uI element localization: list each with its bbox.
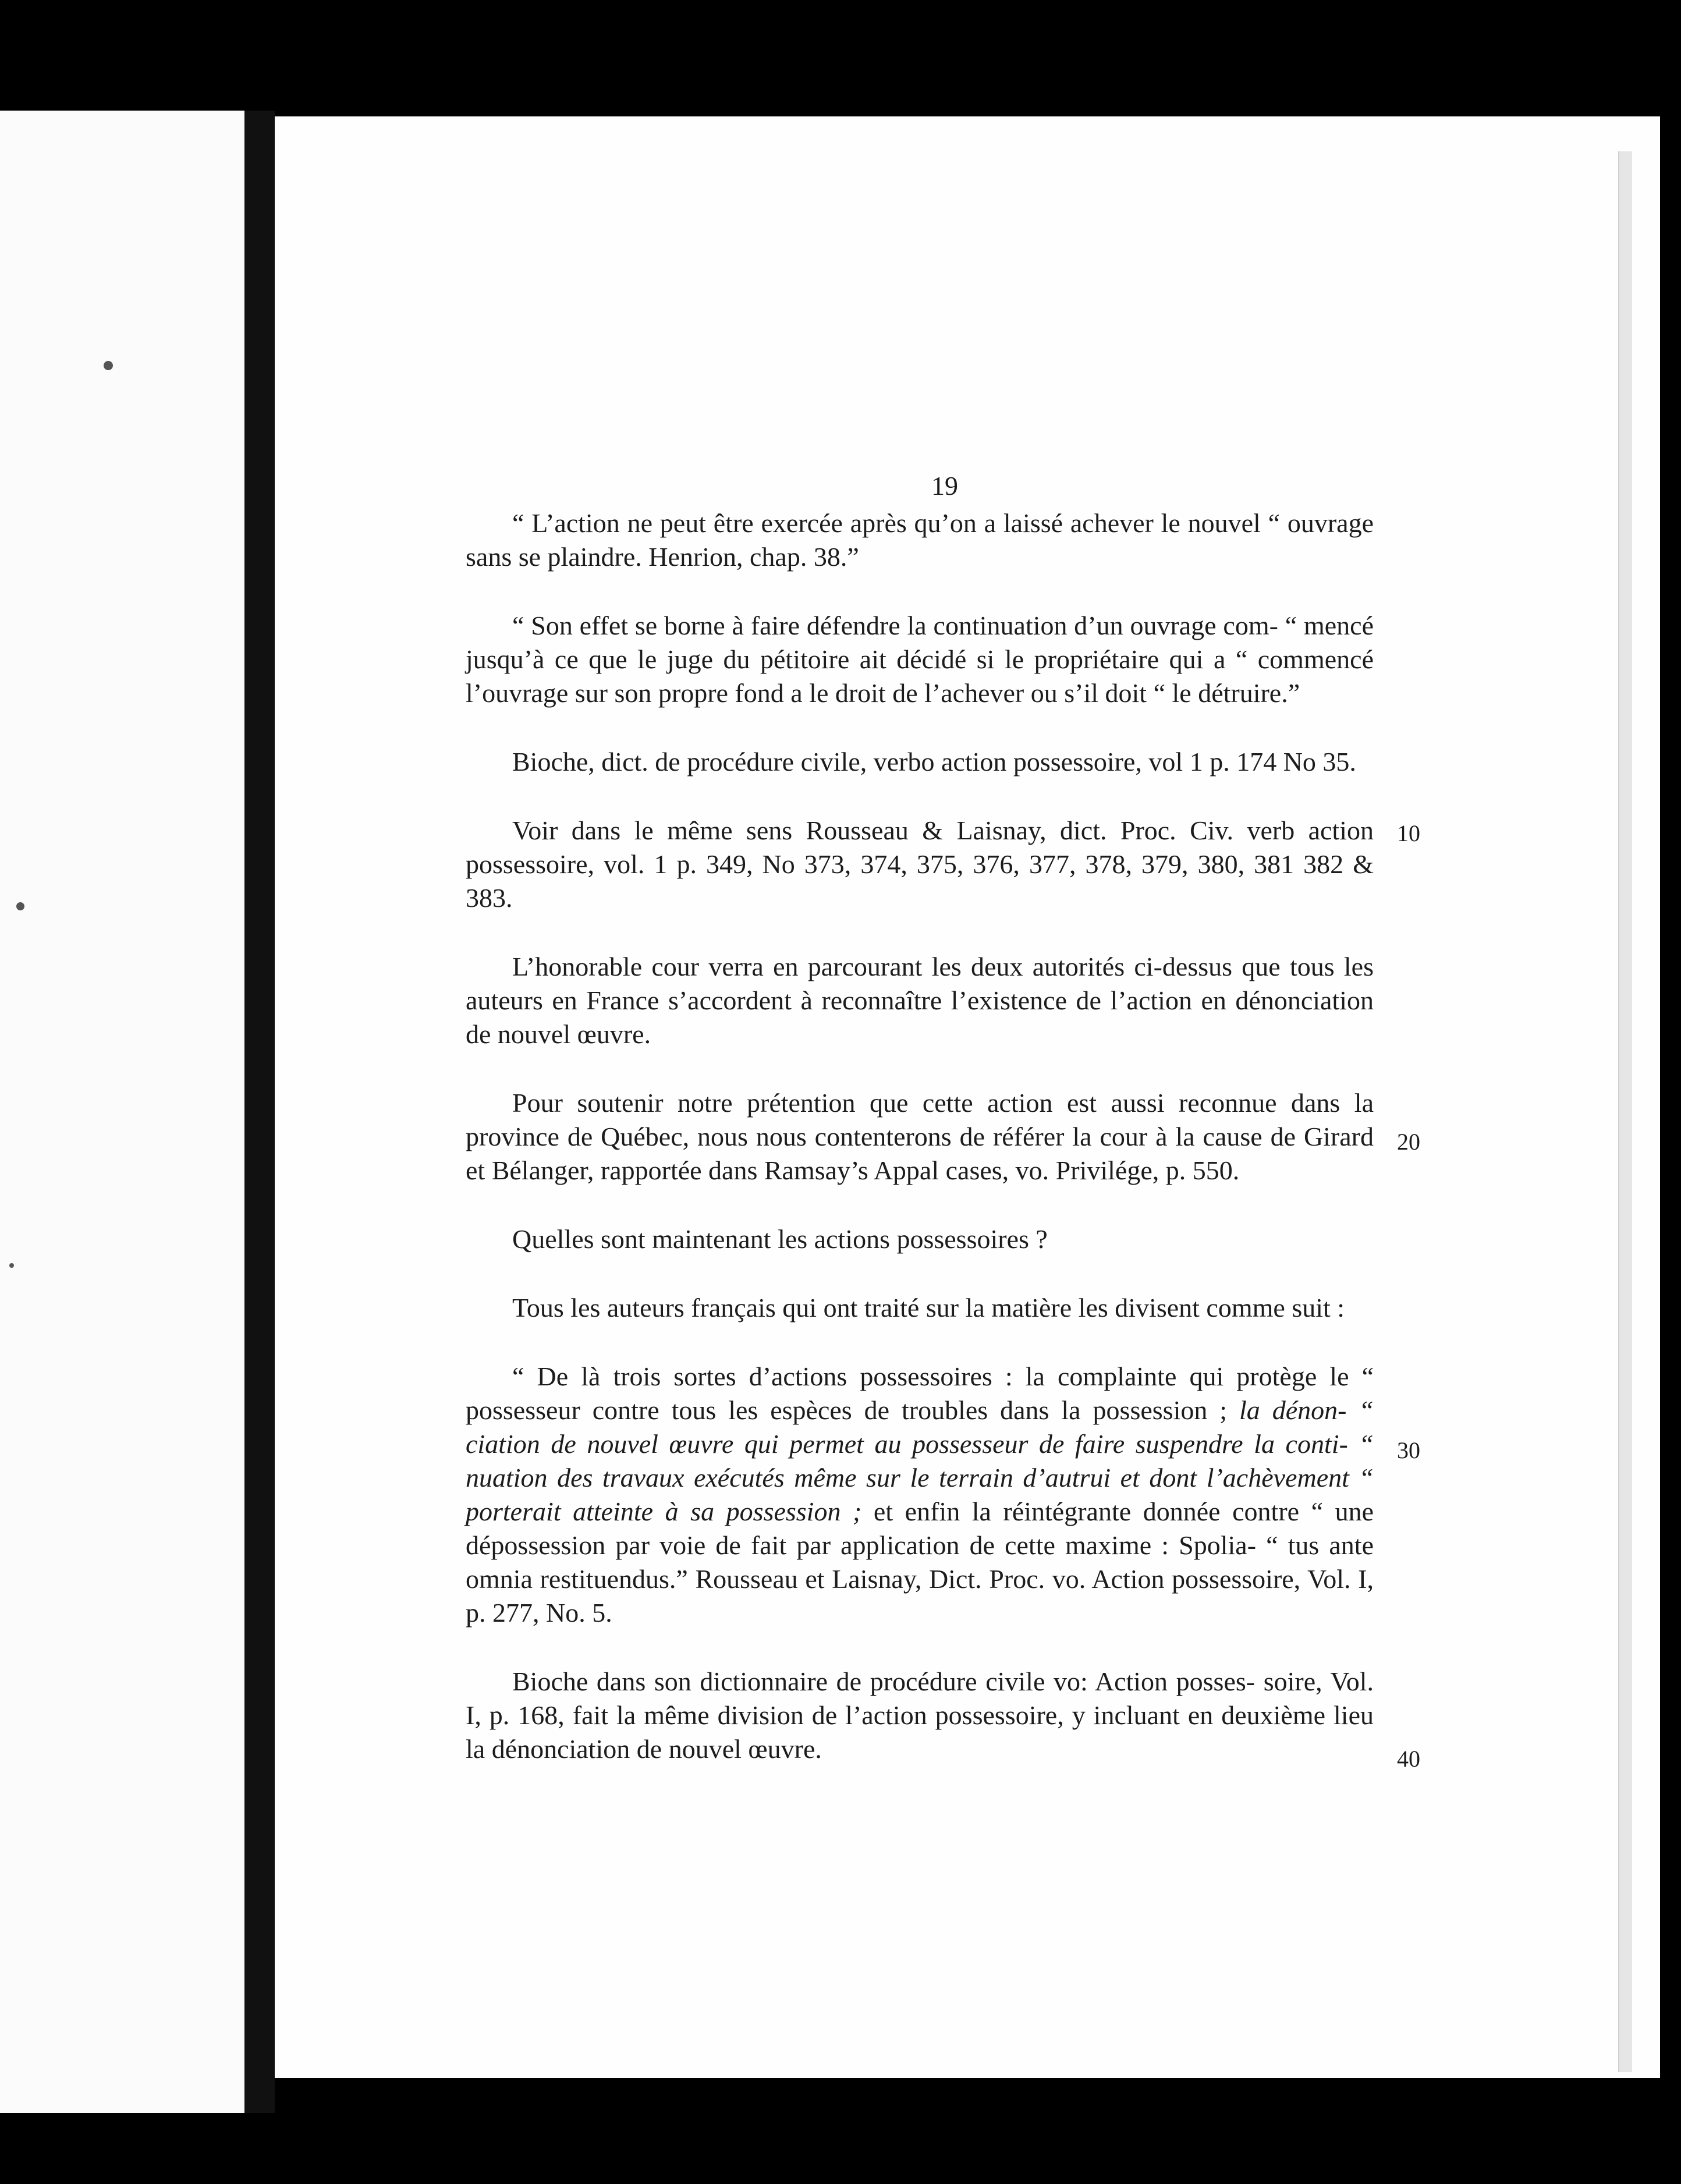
- line-number: 10: [1397, 820, 1420, 846]
- ink-speck: [9, 1263, 14, 1268]
- line-number: 30: [1397, 1437, 1420, 1463]
- quote-paragraph: “ Son effet se borne à faire défendre la continuation d’un ouvrage com- “ mencé jusqu’à ce que le juge du pétitoire ait décidé si le propriétaire qui a “ commencé l’ouvrage sur son propre fond a le droit de l’achever ou s’il doit “ le détruire.”: [466, 611, 1374, 708]
- long-quote-paragraph: [466, 1360, 1374, 1630]
- body-text: [466, 506, 1374, 1766]
- ink-speck: [16, 902, 24, 910]
- body-paragraph: Tous les auteurs français qui ont traité sur la matière les divisent comme suit :: [512, 1293, 1345, 1323]
- line-number: 20: [1397, 1129, 1420, 1155]
- body-paragraph: L’honorable cour verra en parcourant les deux autorités ci-dessus que tous les auteurs en France s’accordent à reconnaître l’existence de l’action en dénonciation de nouvel œuvre.: [466, 952, 1374, 1049]
- body-paragraph: Bioche dans son dictionnaire de procédure civile vo: Action posses- soire, Vol. I, p. 168, fait la même division de l’action possessoire, y incluant en deuxième lieu la dénonciation de nouvel œuvre.: [466, 1667, 1374, 1764]
- body-paragraph: Pour soutenir notre prétention que cette action est aussi reconnue dans la province de Québec, nous nous contenterons de référer la cour à la cause de Girard et Bélanger, rapportée dans Ramsay’s Appal cases, vo. Privilége, p. 550.: [466, 1088, 1374, 1185]
- ink-speck: [104, 361, 113, 370]
- quote-paragraph: “ L’action ne peut être exercée après qu’on a laissé achever le nouvel “ ouvrage sans se plaindre. Henrion, chap. 38.”: [466, 508, 1374, 572]
- page-number: 19: [931, 471, 958, 501]
- quote-text: et enfin la réintégrante donnée contre “ une dépossession par voie de fait par application de cette maxime : Spolia- “ tus ante omnia restituendus.” Rousseau et Laisnay, Dict. Proc. vo. Action possessoire, Vol. I, p. 277, No. 5.: [466, 1497, 1374, 1628]
- quote-text: “ De là trois sortes d’actions possessoires : la complainte qui protège le “ possesseur contre tous les espèces de troubles dans la possession ;: [466, 1362, 1374, 1425]
- book-gutter: [244, 111, 275, 2113]
- question-paragraph: Quelles sont maintenant les actions possessoires ?: [512, 1224, 1048, 1254]
- quote-italic-text: la dénon- “ ciation de nouvel œuvre qui permet au possesseur de faire suspendre la conti- “ nuation des travaux exécutés même sur le terrain d’autrui et dont l’achèvement “ porterait atteinte à sa possession ;: [466, 1395, 1374, 1526]
- citation-paragraph: Voir dans le même sens Rousseau & Laisnay, dict. Proc. Civ. verb action possessoire, vol. 1 p. 349, No 373, 374, 375, 376, 377, 378, 379, 380, 381 382 & 383.: [466, 816, 1374, 913]
- line-number: 40: [1397, 1746, 1420, 1772]
- facing-page: [0, 111, 244, 2113]
- page-edge: [1618, 151, 1632, 2072]
- citation-paragraph: Bioche, dict. de procédure civile, verbo action possessoire, vol 1 p. 174 No 35.: [512, 747, 1356, 777]
